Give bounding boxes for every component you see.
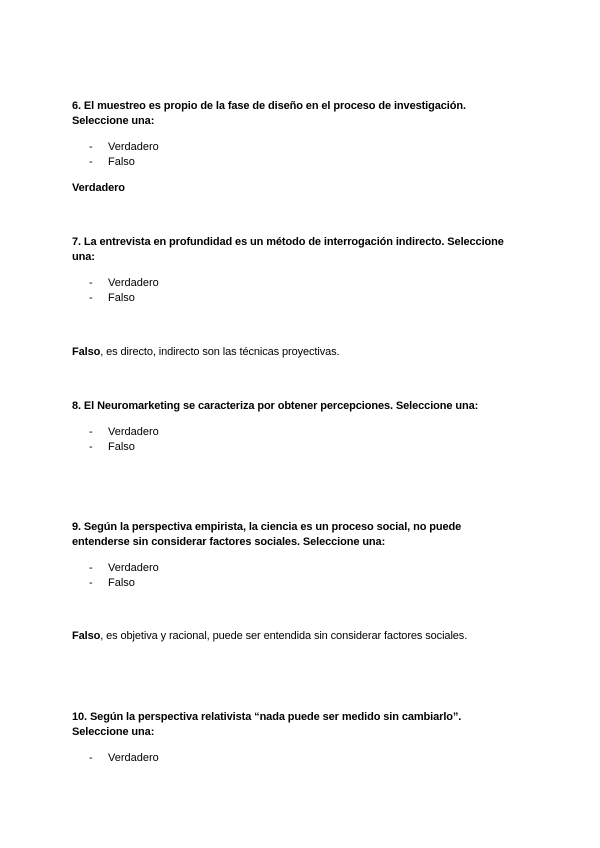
option-label: Verdadero: [108, 426, 159, 438]
question-10-title-line-1: 10. Según la perspectiva relativista “nada puede ser medido sin cambiarlo”.: [72, 711, 462, 723]
bullet-dash: -: [89, 752, 93, 764]
option-label: Verdadero: [108, 141, 159, 153]
question-7-option-1: [89, 276, 289, 291]
question-7-title-line-1: 7. La entrevista en profundidad es un método de interrogación indirecto. Seleccione: [72, 236, 504, 248]
option-label: Falso: [108, 441, 135, 453]
bullet-dash: -: [89, 441, 93, 453]
bullet-dash: -: [89, 277, 93, 289]
question-6-title-line-2: Seleccione una:: [72, 115, 155, 127]
answer-bold: Verdadero: [72, 182, 125, 194]
option-label: Verdadero: [108, 562, 159, 574]
answer-explanation: , es directo, indirecto son las técnicas proyectivas.: [100, 346, 340, 358]
question-6-answer: [72, 181, 125, 196]
question-9-option-2: [89, 576, 289, 591]
question-8-title: [72, 399, 478, 414]
bullet-dash: -: [89, 292, 93, 304]
bullet-dash: -: [89, 562, 93, 574]
question-6-title: [72, 99, 466, 129]
question-8-option-1: [89, 425, 289, 440]
question-8-option-2: [89, 440, 289, 455]
question-6-option-2: [89, 155, 289, 170]
answer-explanation: , es objetiva y racional, puede ser entendida sin considerar factores sociales.: [100, 630, 468, 642]
question-7-answer: [72, 345, 340, 360]
question-10-title-line-2: Seleccione una:: [72, 726, 155, 738]
question-9-title-line-1: 9. Según la perspectiva empirista, la ciencia es un proceso social, no puede: [72, 521, 462, 533]
option-label: Falso: [108, 577, 135, 589]
question-7-option-2: [89, 291, 289, 306]
question-7-title-line-2: una:: [72, 251, 95, 263]
question-8-title-line-1: 8. El Neuromarketing se caracteriza por obtener percepciones. Seleccione una:: [72, 400, 479, 412]
question-6-option-1: [89, 140, 289, 155]
option-label: Verdadero: [108, 277, 159, 289]
question-10-title: [72, 710, 461, 740]
bullet-dash: -: [89, 577, 93, 589]
bullet-dash: -: [89, 156, 93, 168]
option-label: Falso: [108, 156, 135, 168]
option-label: Falso: [108, 292, 135, 304]
question-6-title-line-1: 6. El muestreo es propio de la fase de diseño en el proceso de investigación.: [72, 100, 466, 112]
question-9-title-line-2: entenderse sin considerar factores sociales. Seleccione una:: [72, 536, 386, 548]
question-9-title: [72, 520, 461, 550]
question-10-option-1: [89, 751, 289, 766]
question-9-answer: [72, 629, 467, 644]
option-label: Verdadero: [108, 752, 159, 764]
answer-bold: Falso: [72, 346, 101, 358]
answer-bold: Falso: [72, 630, 101, 642]
bullet-dash: -: [89, 426, 93, 438]
bullet-dash: -: [89, 141, 93, 153]
question-7-title: [72, 235, 504, 265]
question-9-option-1: [89, 561, 289, 576]
